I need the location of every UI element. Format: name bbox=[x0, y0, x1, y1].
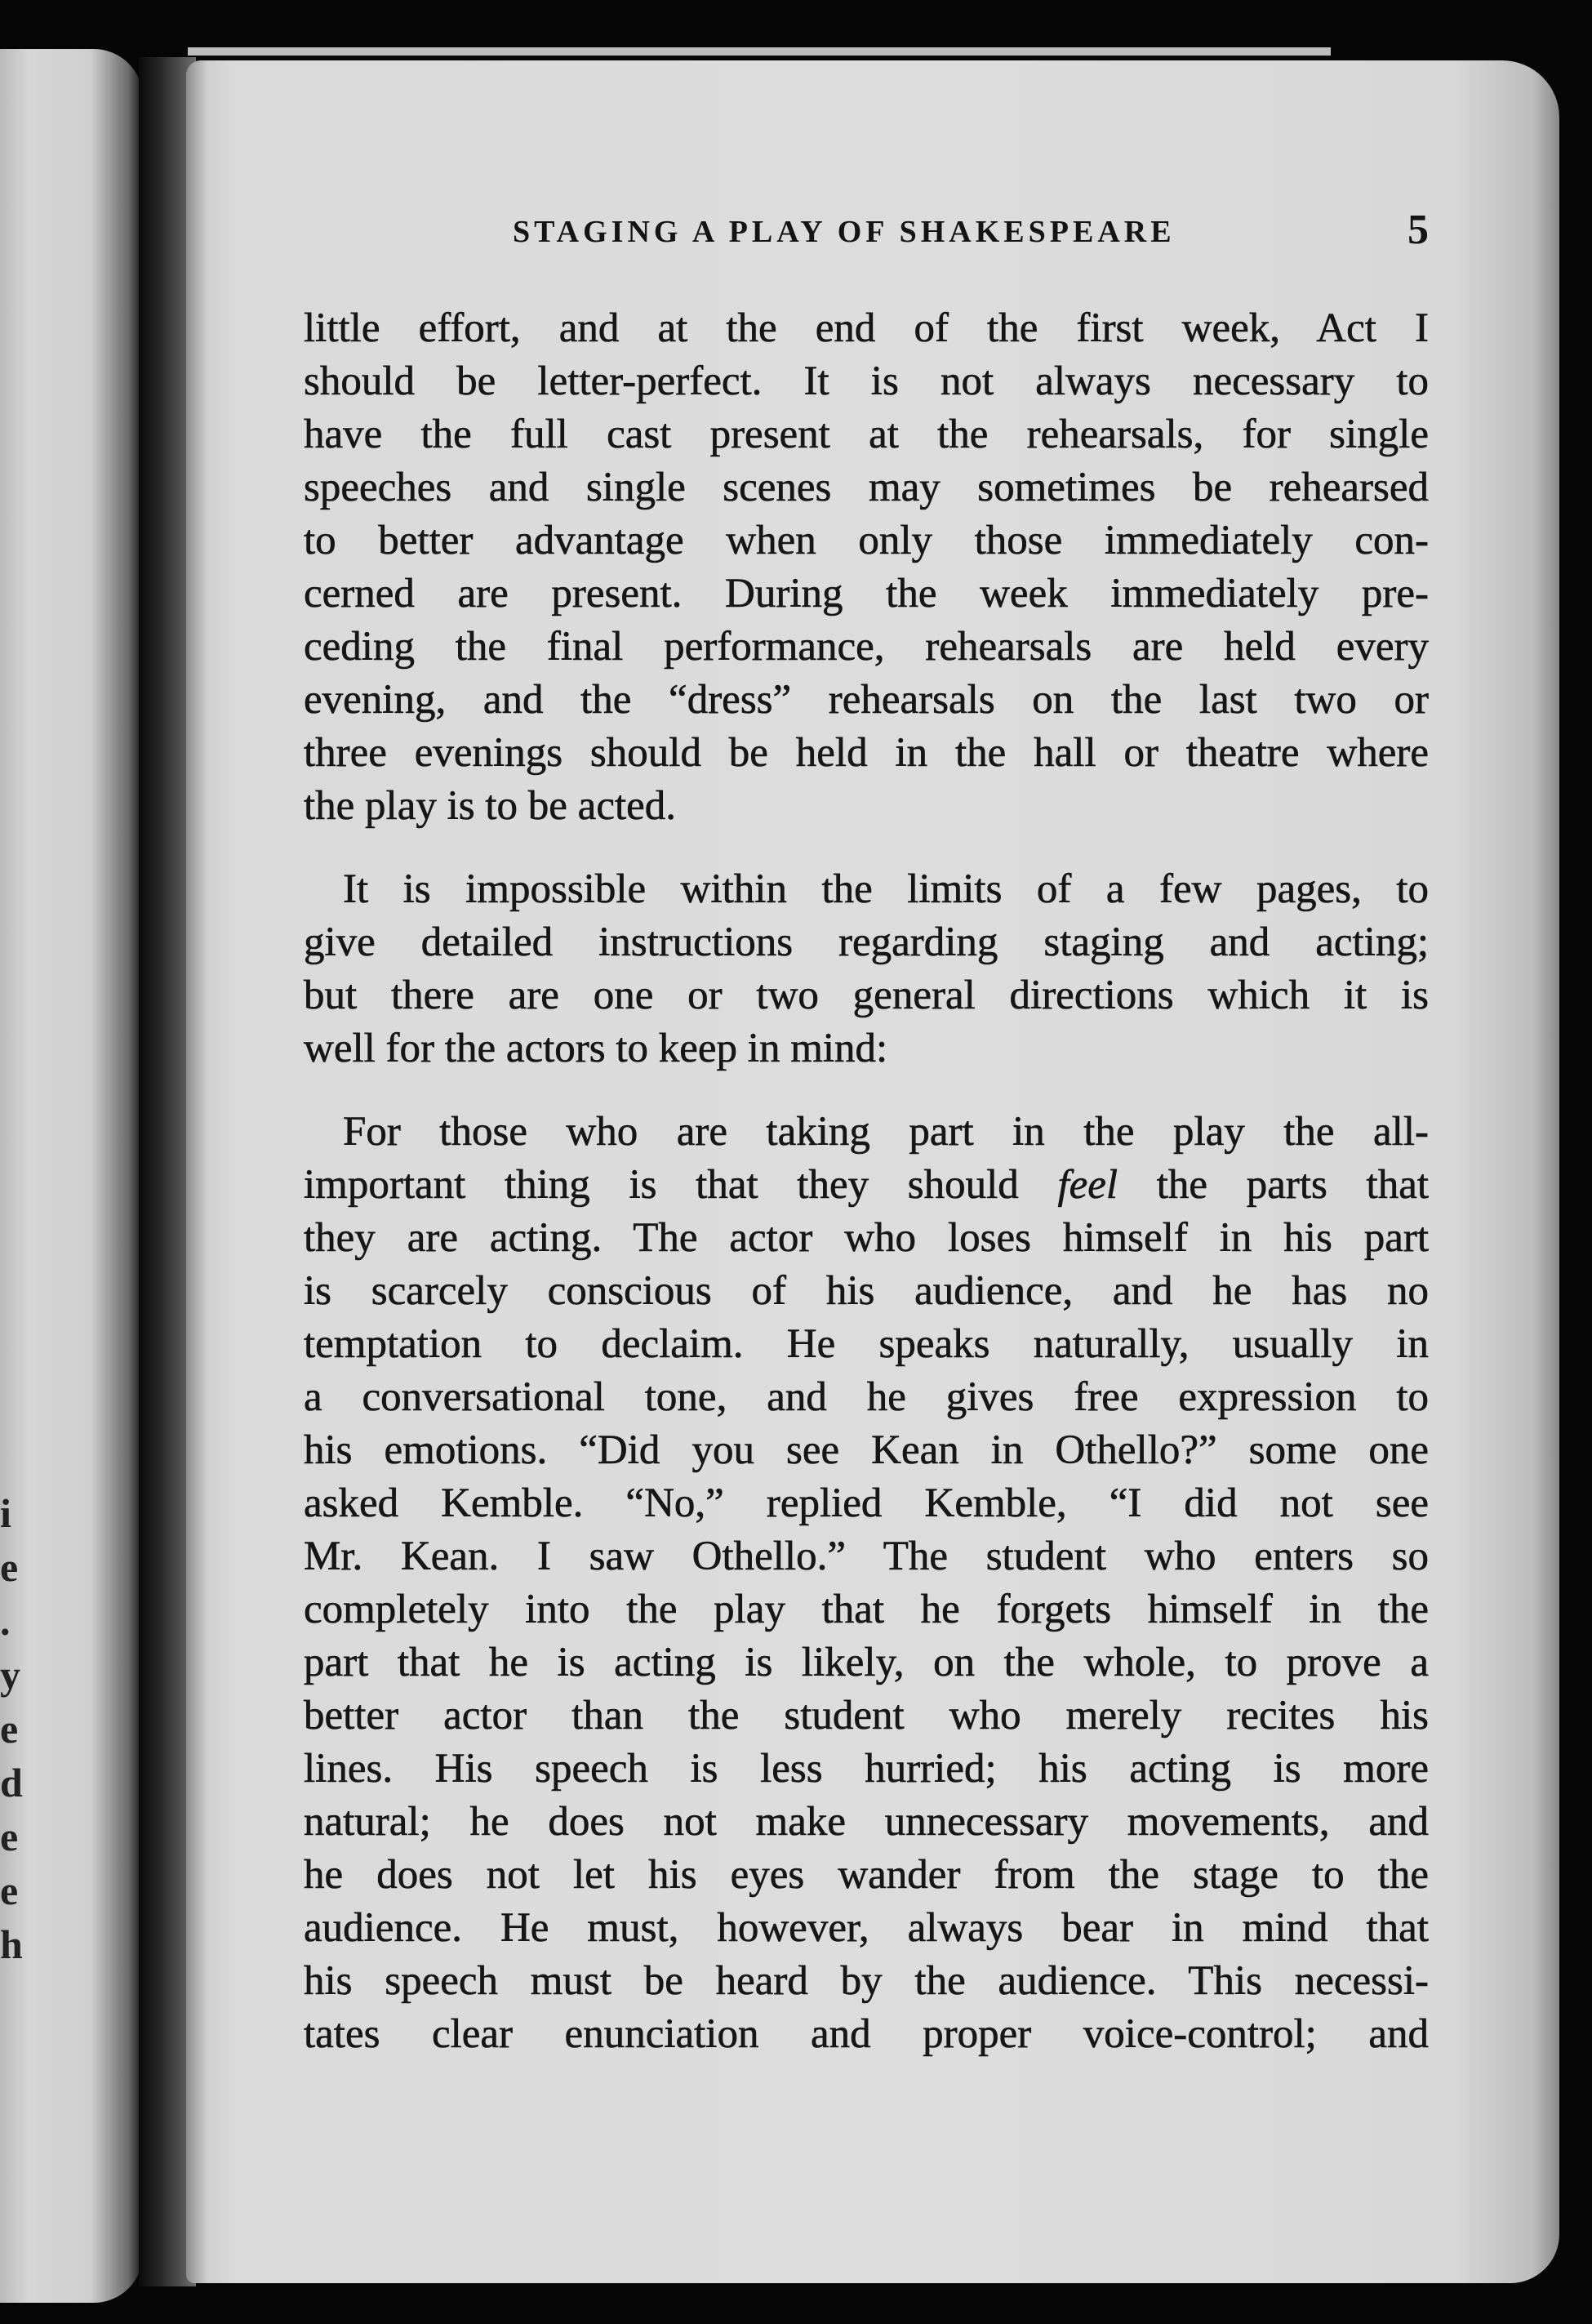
text-line: little effort, and at the end of the first week, Act I bbox=[304, 305, 1429, 351]
edge-letter: e bbox=[0, 1706, 19, 1752]
page-number: 5 bbox=[1407, 207, 1429, 253]
text-line: give detailed instructions regarding staging and acting; bbox=[304, 919, 1429, 965]
text-line: is scarcely conscious of his audience, and he has no bbox=[304, 1268, 1429, 1314]
text-line: a conversational tone, and he gives free expression to bbox=[304, 1374, 1429, 1420]
text-line: lines. His speech is less hurried; his acting is more bbox=[304, 1746, 1429, 1792]
text-line: evening, and the “dress” rehearsals on the last two or bbox=[304, 677, 1429, 723]
text-line: speeches and single scenes may sometimes be rehearsed bbox=[304, 465, 1429, 510]
text-line-with-italic bbox=[304, 1159, 1429, 1212]
text-line: his speech must be heard by the audience. This necessi- bbox=[304, 1958, 1429, 2004]
facing-page-edge-letters bbox=[0, 1486, 31, 1971]
text-line: Mr. Kean. I saw Othello.” The student who enters so bbox=[304, 1534, 1429, 1579]
edge-letter: d bbox=[0, 1760, 23, 1805]
body-text bbox=[304, 302, 1429, 2061]
text-line: but there are one or two general directions which it is bbox=[304, 973, 1429, 1018]
paragraph-gap bbox=[304, 833, 1429, 863]
text-line: he does not let his eyes wander from the stage to the bbox=[304, 1852, 1429, 1898]
page-top-edge bbox=[188, 47, 1331, 56]
text-line: tates clear enunciation and proper voice-control; and bbox=[304, 2011, 1429, 2057]
text-line: natural; he does not make unnecessary movements, and bbox=[304, 1799, 1429, 1845]
text-line: completely into the play that he forgets himself in the bbox=[304, 1587, 1429, 1632]
text-segment: important thing is that they should bbox=[304, 1162, 1019, 1208]
edge-letter: e bbox=[0, 1814, 19, 1859]
paragraph-gap bbox=[304, 1075, 1429, 1106]
text-line: It is impossible within the limits of a few pages, to bbox=[343, 866, 1429, 912]
edge-letter: . bbox=[0, 1598, 11, 1644]
text-line: his emotions. “Did you see Kean in Othello?” some one bbox=[304, 1427, 1429, 1473]
text-line: they are acting. The actor who loses himself in his part bbox=[304, 1215, 1429, 1261]
text-line: better actor than the student who merely recites his bbox=[304, 1693, 1429, 1739]
edge-letter: e bbox=[0, 1868, 19, 1913]
edge-letter: y bbox=[0, 1652, 20, 1698]
edge-letter: h bbox=[0, 1921, 23, 1967]
running-head: STAGING A PLAY OF SHAKESPEARE bbox=[513, 215, 1176, 249]
text-line: should be letter-perfect. It is not always necessary to bbox=[304, 358, 1429, 404]
text-line: the play is to be acted. bbox=[304, 783, 677, 829]
italic-word: feel bbox=[1057, 1162, 1118, 1208]
text-line: well for the actors to keep in mind: bbox=[304, 1026, 888, 1071]
text-line: For those who are taking part in the play the all- bbox=[343, 1109, 1429, 1155]
text-segment: the parts that bbox=[1156, 1162, 1430, 1208]
edge-letter: i bbox=[0, 1490, 11, 1536]
text-line: part that he is acting is likely, on the whole, to prove a bbox=[304, 1640, 1429, 1685]
text-line: asked Kemble. “No,” replied Kemble, “I did not see bbox=[304, 1480, 1429, 1526]
text-line: audience. He must, however, always bear in mind that bbox=[304, 1905, 1429, 1951]
text-line: cerned are present. During the week immediately pre- bbox=[304, 571, 1429, 617]
text-line: three evenings should be held in the hall or theatre where bbox=[304, 730, 1429, 776]
edge-letter: e bbox=[0, 1544, 19, 1590]
text-line: temptation to declaim. He speaks naturally, usually in bbox=[304, 1321, 1429, 1367]
text-line: to better advantage when only those immediately con- bbox=[304, 518, 1429, 563]
text-line: ceding the final performance, rehearsals are held every bbox=[304, 624, 1429, 670]
text-line: have the full cast present at the rehearsals, for single bbox=[304, 412, 1429, 457]
